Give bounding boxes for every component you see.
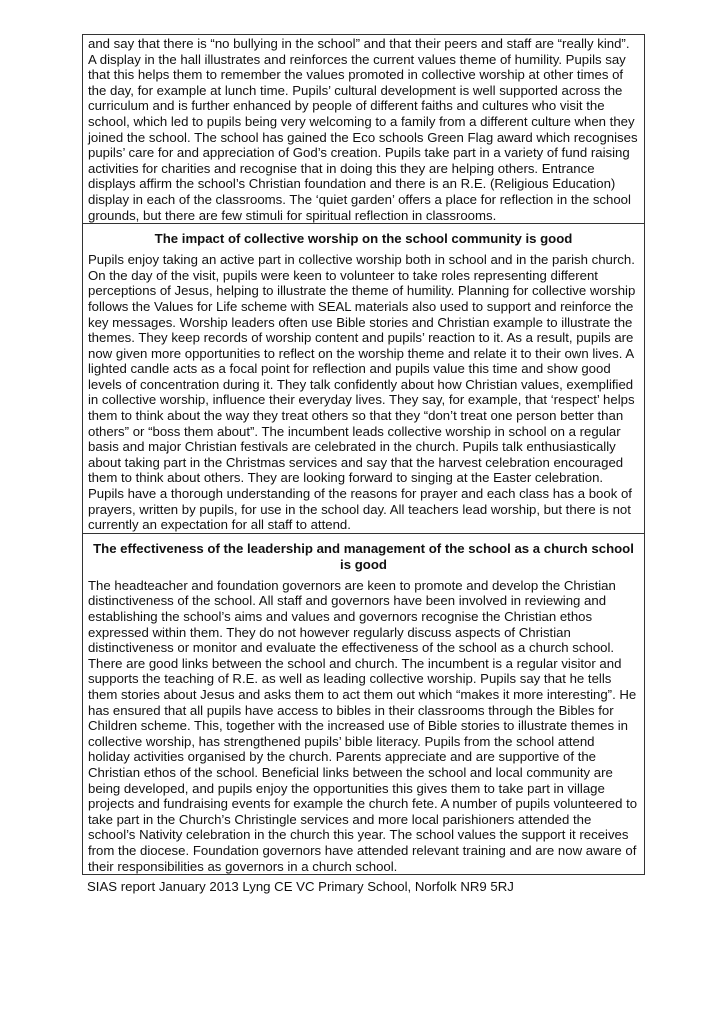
- section-heading: The impact of collective worship on the school community is good: [154, 231, 573, 247]
- section-collective-worship: [83, 223, 644, 533]
- section-body: Pupils enjoy taking an active part in collective worship both in school and in the parish church. On the day of the visit, pupils were keen to volunteer to take roles representing different perceptions of Jesus, helping to illustrate the theme of humility. Planning for collective worship follows the Values for Life scheme with SEAL materials also used to support and reinforce the key messages. Worship leaders often use Bible stories and Christian example to illustrate the themes. They keep records of worship content and pupils’ reaction to it. As a result, pupils are now given more opportunities to reflect on the worship theme and relate it to their own lives. A lighted candle acts as a focal point for reflection and pupils value this time and show good levels of concentration during it. They talk confidently about how Christian values, exemplified in collective worship, influence their everyday lives. They say, for example, that ‘respect’ helps them to think about the way they treat others so that they “don’t treat one person better than others” or “boss them about”. The incumbent leads collective worship in school on a regular basis and major Christian festivals are celebrated in the church. Pupils talk enthusiastically about taking part in the Christmas services and say that the harvest celebration encouraged them to think about others. They are looking forward to singing at the Easter celebration. Pupils have a thorough understanding of the reasons for prayer and each class has a book of prayers, written by pupils, for use in the school day. All teachers lead worship, but there is not currently an expectation for all staff to attend.: [88, 252, 636, 533]
- report-footer: SIAS report January 2013 Lyng CE VC Primary School, Norfolk NR9 5RJ: [87, 879, 514, 894]
- report-table: [82, 34, 645, 875]
- section-body: The headteacher and foundation governors are keen to promote and develop the Christian distinctiveness of the school. All staff and governors have been involved in reviewing and establishing the school’s aims and values and governors recognise the Christian ethos expressed within them. They do not however regularly discuss aspects of Christian distinctiveness or monitor and evaluate the effectiveness of the school as a church school. There are good links between the school and church. The incumbent is a regular visitor and supports the teaching of R.E. as well as leading collective worship. Pupils say that he tells them stories about Jesus and asks them to act them out which “makes it more interesting”. He has ensured that all pupils have access to bibles in their classrooms through the Bibles for Children scheme. This, together with the increased use of Bible stories to illustrate themes in collective worship, has strengthened pupils’ bible literacy. Pupils from the school attend holiday activities organised by the church. Parents appreciate and are supportive of the Christian ethos of the school. Beneficial links between the school and local community are being developed, and pupils enjoy the opportunities this gives them to take part in village projects and fundraising events for example the church fete. A number of pupils volunteered to take part in the Church’s Christingle services and more local parishioners attended the school’s Nativity celebration in the church this year. The school values the support it receives from the diocese. Foundation governors have attended relevant training and are now aware of their responsibilities as governors in a church school.: [88, 577, 638, 874]
- section-spiritual-development: [83, 35, 644, 223]
- section-heading: The effectiveness of the leadership and management of the school as a church school is good: [93, 540, 634, 572]
- section-body: and say that there is “no bullying in the school” and that their peers and staff are “really kind”. A display in the hall illustrates and reinforces the current values theme of humility. Pupils say that this helps them to remember the values promoted in collective worship at other times of the day, for example at lunch time. Pupils’ cultural development is well supported across the curriculum and is further enhanced by people of different faiths and cultures who visit the school, which led to pupils being very welcoming to a family from a different culture when they joined the school. The school has gained the Eco schools Green Flag award which recognises pupils’ care for and appreciation of God’s creation. Pupils take part in a variety of fund raising activities for charities and recognise that in doing this they are helping others. Entrance displays affirm the school’s Christian foundation and there is an R.E. (Religious Education) display in each of the classrooms. The ‘quiet garden’ offers a place for reflection in the school grounds, but there are few stimuli for spiritual reflection in classrooms.: [88, 36, 638, 223]
- section-leadership-management: [83, 533, 644, 874]
